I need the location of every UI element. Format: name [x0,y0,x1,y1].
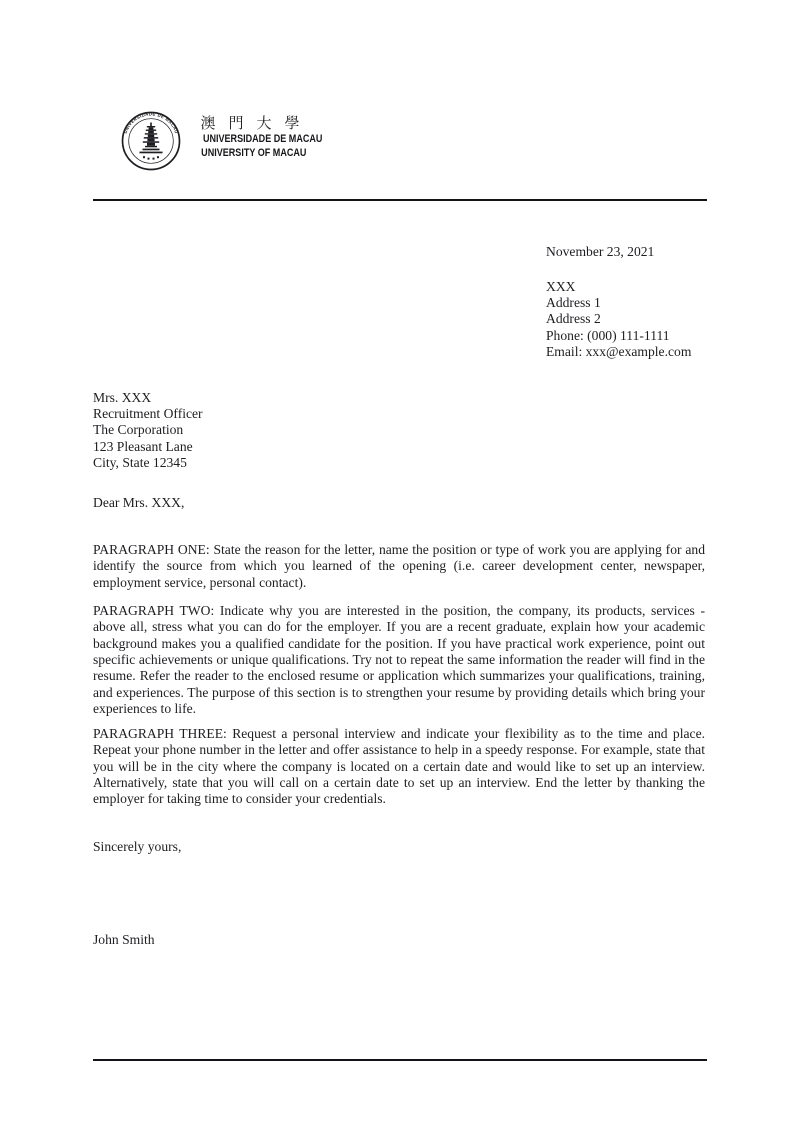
university-seal-icon [121,111,181,171]
paragraph-three: PARAGRAPH THREE: Request a personal interview and indicate your flexibility as to the time and place. Repeat your phone number in the letter and offer assistance to help in a speedy response. For example, state that you will be in the city where the company is located on a certain date and would like to set up an interview. Alternatively, state that you will call on a certain date to set up an interview. End the letter by thanking the employer for taking time to consider your credentials. [93,726,705,807]
university-name-chinese: 澳門大學 [200,116,313,132]
sender-address-2: Address 2 [546,311,601,327]
footer-rule [93,1059,707,1061]
sender-name: XXX [546,279,576,294]
signature-name: John Smith [93,932,155,947]
letter-date: November 23, 2021 [546,244,655,259]
sender-phone: Phone: (000) 111-1111 [546,327,670,343]
recipient-title: Recruitment Officer [93,406,203,422]
recipient-block [93,390,203,471]
recipient-company: The Corporation [93,422,184,438]
header-rule [93,199,707,201]
university-wordmark [188,116,323,160]
recipient-name: Mrs. XXX [93,390,152,405]
sender-address-1: Address 1 [546,295,601,311]
seal-tower-emblem [140,123,163,160]
university-logo [121,111,323,171]
recipient-city: City, State 12345 [93,454,187,470]
paragraph-two: PARAGRAPH TWO: Indicate why you are interested in the position, the company, its products, services - above all, stress what you can do for the employer. If you are a recent graduate, explain how your academic background makes you a qualified candidate for the position. If you have practical work experience, point out specific achievements or unique qualifications. Try not to repeat the same information the reader will find in the resume. Refer the reader to the enclosed resume or application which summarizes your qualifications, training, and experiences. The purpose of this section is to strengthen your resume by providing details which bring your experiences to life. [93,603,705,717]
recipient-street: 123 Pleasant Lane [93,438,193,454]
sender-email: Email: xxx@example.com [546,343,692,359]
seal-arc-text: UNIVERSIDADE DE MACAU [122,111,180,135]
paragraph-one: PARAGRAPH ONE: State the reason for the letter, name the position or type of work you are applying for and identify the source from which you learned of the opening (i.e. career development center, newspaper, employment service, personal contact). [93,542,705,590]
salutation: Dear Mrs. XXX, [93,495,185,510]
university-name-english: UNIVERSITY OF MACAU [201,146,307,159]
sender-block [546,279,691,360]
university-name-portuguese: UNIVERSIDADE DE MACAU [202,133,323,145]
closing: Sincerely yours, [93,839,182,854]
